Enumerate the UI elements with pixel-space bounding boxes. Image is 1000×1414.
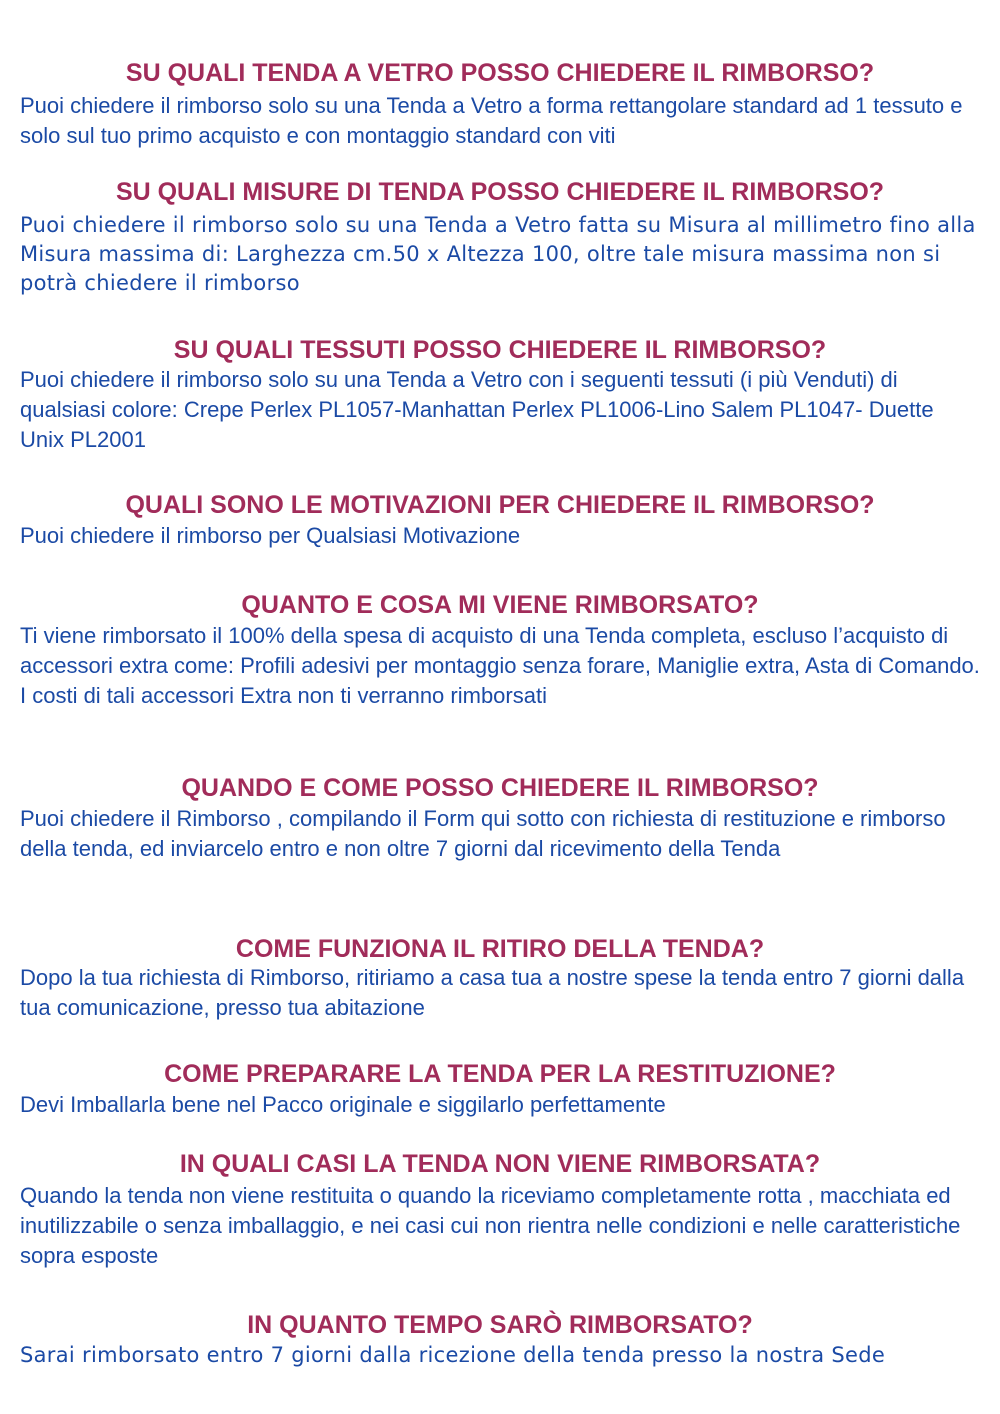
faq-question-1: SU QUALI TENDA A VETRO POSSO CHIEDERE IL RIMBORSO? xyxy=(125,59,875,87)
faq-answer-9: Quando la tenda non viene restituita o quando la riceviamo completamente rotta , macchiata ed inutilizzabile o senza imballaggio, e nei casi cui non rientra nelle condizioni e nelle caratteristiche sopra esposte xyxy=(20,1183,961,1268)
faq-question-3: SU QUALI TESSUTI POSSO CHIEDERE IL RIMBORSO? xyxy=(173,336,827,364)
faq-answer-2: Puoi chiedere il rimborso solo su una Tenda a Vetro fatta su Misura al millimetro fino alla Misura massima di: Larghezza cm.50 x Altezza 100, oltre tale misura massima non si potrà chiedere il rimborso xyxy=(20,213,976,295)
faq-answer-4: Puoi chiedere il rimborso per Qualsiasi Motivazione xyxy=(20,523,521,548)
faq-question-2: SU QUALI MISURE DI TENDA POSSO CHIEDERE IL RIMBORSO? xyxy=(115,178,885,206)
faq-question-4: QUALI SONO LE MOTIVAZIONI PER CHIEDERE IL RIMBORSO? xyxy=(125,491,875,519)
faq-answer-3: Puoi chiedere il rimborso solo su una Tenda a Vetro con i seguenti tessuti (i più Venduti) di qualsiasi colore: Crepe Perlex PL1057-Manhattan Perlex PL1006-Lino Salem PL1047- Duette Unix PL2001 xyxy=(20,367,934,452)
faq-answer-10: Sarai rimborsato entro 7 giorni dalla ricezione della tenda presso la nostra Sede xyxy=(20,1343,886,1367)
faq-question-5: QUANTO E COSA MI VIENE RIMBORSATO? xyxy=(241,591,759,619)
faq-question-7: COME FUNZIONA IL RITIRO DELLA TENDA? xyxy=(235,935,765,963)
faq-answer-5: Ti viene rimborsato il 100% della spesa di acquisto di una Tenda completa, escluso l’acquisto di accessori extra come: Profili adesivi per montaggio senza forare, Maniglie extra, Asta di Comando. I costi di tali accessori Extra non ti verranno rimborsati xyxy=(20,623,980,708)
faq-answer-7: Dopo la tua richiesta di Rimborso, ritiriamo a casa tua a nostre spese la tenda entro 7 giorni dalla tua comunicazione, presso tua abitazione xyxy=(20,965,965,1020)
faq-question-9: IN QUALI CASI LA TENDA NON VIENE RIMBORSATA? xyxy=(179,1150,821,1178)
faq-answer-6: Puoi chiedere il Rimborso , compilando il Form qui sotto con richiesta di restituzione e rimborso della tenda, ed inviarcelo entro e non oltre 7 giorni dal ricevimento della Tenda xyxy=(20,806,946,861)
faq-question-10: IN QUANTO TEMPO SARÒ RIMBORSATO? xyxy=(247,1311,753,1339)
faq-answer-1: Puoi chiedere il rimborso solo su una Tenda a Vetro a forma rettangolare standard ad 1 tessuto e solo sul tuo primo acquisto e con montaggio standard con viti xyxy=(20,93,963,148)
faq-question-6: QUANDO E COME POSSO CHIEDERE IL RIMBORSO? xyxy=(181,774,819,802)
faq-question-8: COME PREPARARE LA TENDA PER LA RESTITUZIONE? xyxy=(164,1060,836,1088)
faq-answer-8: Devi Imballarla bene nel Pacco originale e siggilarlo perfettamente xyxy=(20,1092,666,1117)
